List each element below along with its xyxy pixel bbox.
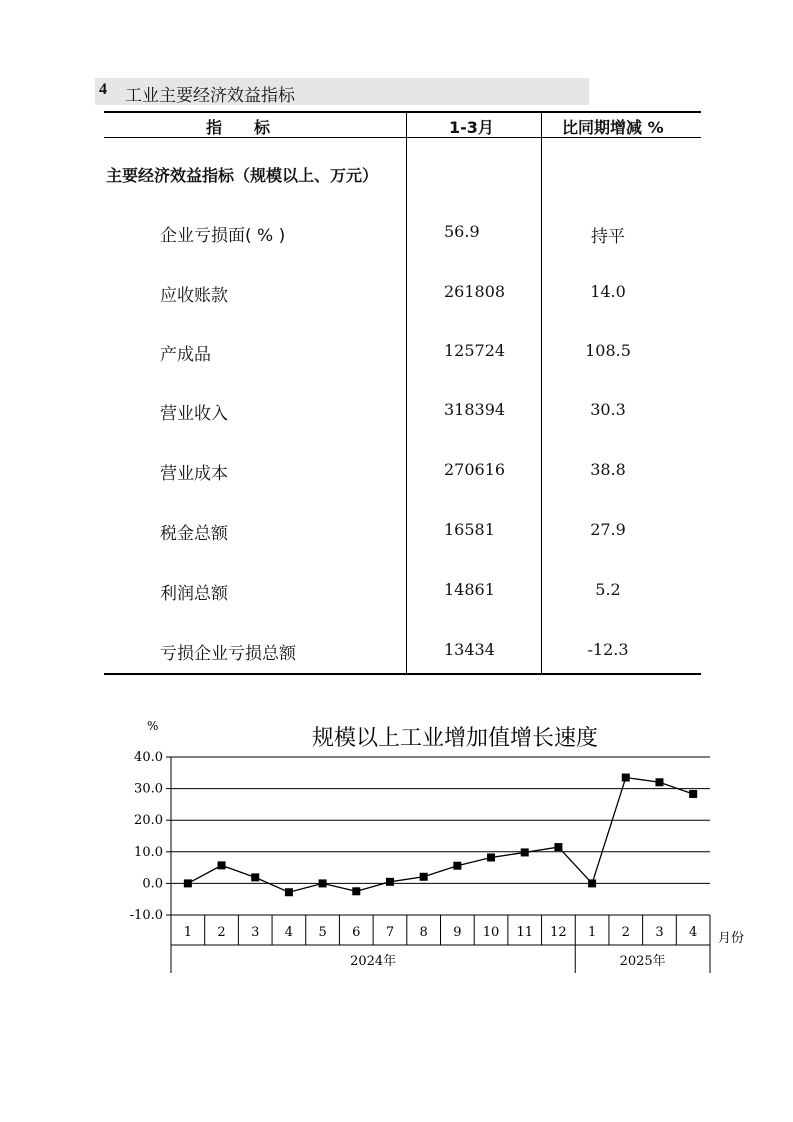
table-row xyxy=(104,579,701,609)
data-point xyxy=(251,873,259,881)
group-title: 主要经济效益指标（规模以上、万元） xyxy=(106,166,379,185)
row-name: 税金总额 xyxy=(160,524,228,544)
x-tick-label: 8 xyxy=(419,925,428,940)
table-bottom-rule xyxy=(104,673,701,675)
table-row xyxy=(104,639,701,669)
x-tick-label: 4 xyxy=(284,925,294,940)
data-point xyxy=(352,887,360,895)
row-value: 318394 xyxy=(444,400,506,419)
y-tick-label: 0.0 xyxy=(142,876,163,892)
row-change: 38.8 xyxy=(590,460,626,479)
header-period: 1-3月 xyxy=(449,118,494,137)
row-value: 56.9 xyxy=(444,222,480,241)
x-tick-label: 1 xyxy=(587,925,597,940)
x-tick-label: 6 xyxy=(352,925,361,940)
section-number: 4 xyxy=(99,81,107,98)
row-name: 应收账款 xyxy=(160,286,228,306)
section-header xyxy=(95,78,589,105)
row-name: 产成品 xyxy=(160,345,211,365)
x-tick-label: 9 xyxy=(453,925,462,940)
row-value: 270616 xyxy=(444,460,506,479)
data-point xyxy=(453,862,461,870)
header-change: 比同期增减 % xyxy=(562,118,664,137)
data-point xyxy=(622,774,630,782)
chart-title: 规模以上工业增加值增长速度 xyxy=(311,726,599,751)
data-point xyxy=(218,861,226,869)
row-change: 持平 xyxy=(591,227,625,247)
table-row xyxy=(104,340,701,370)
data-point xyxy=(521,848,529,856)
row-value: 13434 xyxy=(444,640,495,659)
x-tick-label: 12 xyxy=(550,925,567,940)
year-group-label: 2025年 xyxy=(619,954,666,969)
data-point xyxy=(554,843,562,851)
x-tick-label: 5 xyxy=(318,925,327,940)
x-tick-label: 11 xyxy=(516,925,533,940)
x-tick-label: 4 xyxy=(689,925,698,940)
table-top-rule xyxy=(104,111,701,113)
header-indicator: 指 标 xyxy=(206,118,271,137)
x-tick-label: 2 xyxy=(217,925,226,940)
table-row xyxy=(104,281,701,311)
series-line xyxy=(592,778,693,884)
year-group-label: 2024年 xyxy=(350,954,397,969)
y-tick-label: -10.0 xyxy=(129,908,163,923)
x-tick-label: 3 xyxy=(251,925,260,940)
row-value: 14861 xyxy=(444,580,495,599)
row-value: 261808 xyxy=(444,282,506,301)
data-point xyxy=(184,879,192,887)
row-name: 企业亏损面( % ) xyxy=(160,226,286,246)
x-axis-label: 月份 xyxy=(718,931,745,946)
row-name: 营业收入 xyxy=(160,404,228,424)
section-title: 工业主要经济效益指标 xyxy=(125,86,295,106)
data-point xyxy=(386,878,394,886)
data-point xyxy=(689,790,697,798)
row-change: -12.3 xyxy=(587,640,629,659)
row-name: 利润总额 xyxy=(160,584,228,604)
data-point xyxy=(420,873,428,881)
table-row xyxy=(104,221,701,251)
y-tick-label: 10.0 xyxy=(134,844,163,860)
table-row xyxy=(104,459,701,489)
data-point xyxy=(655,778,663,786)
x-tick-label: 3 xyxy=(655,925,664,940)
row-value: 125724 xyxy=(444,341,506,360)
x-tick-label: 10 xyxy=(482,925,500,940)
table-row xyxy=(104,519,701,549)
y-axis-unit: % xyxy=(147,719,159,733)
row-change: 14.0 xyxy=(590,282,626,301)
y-tick-label: 30.0 xyxy=(134,781,163,797)
row-change: 30.3 xyxy=(590,400,626,419)
x-tick-label: 1 xyxy=(183,925,192,940)
row-name: 亏损企业亏损总额 xyxy=(160,644,296,664)
growth-line-chart xyxy=(110,712,760,982)
indicator-table xyxy=(104,111,701,676)
data-point xyxy=(487,853,495,861)
x-tick-label: 7 xyxy=(385,925,395,940)
data-point xyxy=(285,888,293,896)
row-change: 108.5 xyxy=(585,341,631,360)
row-change: 5.2 xyxy=(595,580,621,599)
x-tick-label: 2 xyxy=(621,925,630,940)
row-value: 16581 xyxy=(444,520,495,539)
row-name: 营业成本 xyxy=(160,464,228,484)
y-tick-label: 20.0 xyxy=(134,813,163,829)
row-change: 27.9 xyxy=(590,520,626,539)
data-point xyxy=(588,879,596,887)
y-tick-label: 40.0 xyxy=(134,750,163,765)
table-row xyxy=(104,399,701,429)
data-point xyxy=(319,879,327,887)
